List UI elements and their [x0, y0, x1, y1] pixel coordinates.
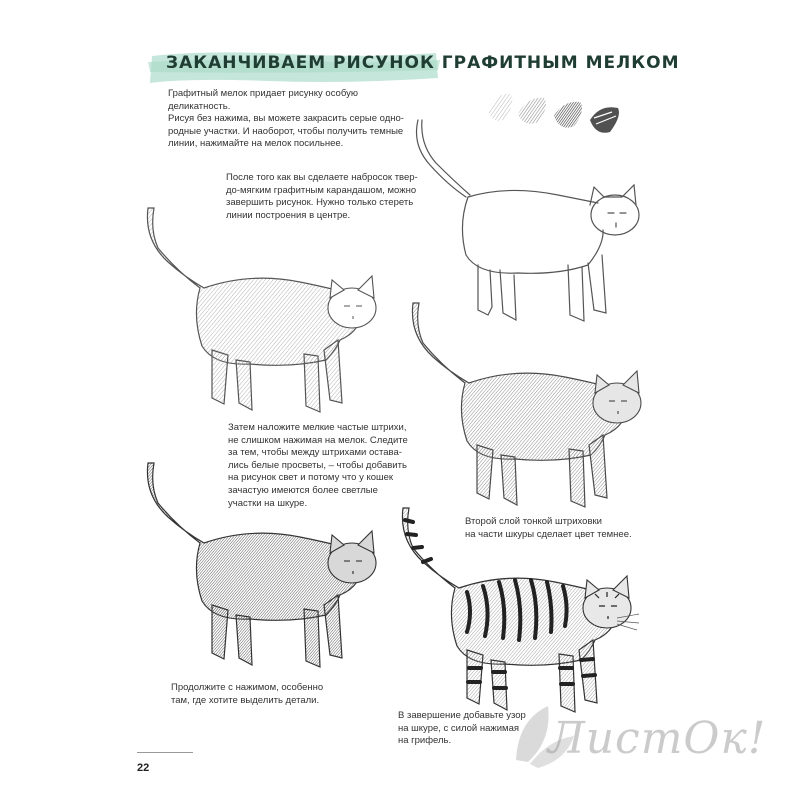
caption-step-1: После того как вы сделаете набросок твер- до-мягким графитным карандашом, можно завершить рисунок. Нужно только стереть линии построения в центре.	[226, 172, 418, 221]
intro-paragraph: Графитный мелок придает рисунку особую деликатность. Рисуя без нажима, вы можете закрасить серые одно- родные участки. И наоборот, чтобы получить темные линии, нажимайте на мелок посильнее.	[168, 88, 404, 150]
caption-step-4: Продолжите с нажимом, особенно там, где хотите выделить детали.	[171, 682, 324, 706]
page-number-rule	[137, 752, 193, 753]
cat-second-layer	[405, 295, 650, 520]
caption-step-5: В завершение добавьте узор на шкуре, с силой нажимая на грифель.	[398, 710, 526, 747]
cat-light-hatching	[140, 200, 390, 425]
page-title: ЗАКАНЧИВАЕМ РИСУНОК ГРАФИТНЫМ МЕЛКОМ	[166, 53, 680, 73]
watermark-logo-text: ЛистОк!	[548, 713, 767, 764]
page-number: 22	[137, 762, 150, 774]
caption-step-2: Затем наложите мелкие частые штрихи, не слишком нажимая на мелок. Следите за тем, чтобы между штрихами остава- лись белые просветы, – чтобы добавить на рисунок свет и потому что у кошек зачастую имеются более светлые участки на шкуре.	[228, 422, 408, 509]
caption-step-3: Второй слой тонкой штриховки на части шкуры сделает цвет темнее.	[465, 516, 632, 540]
